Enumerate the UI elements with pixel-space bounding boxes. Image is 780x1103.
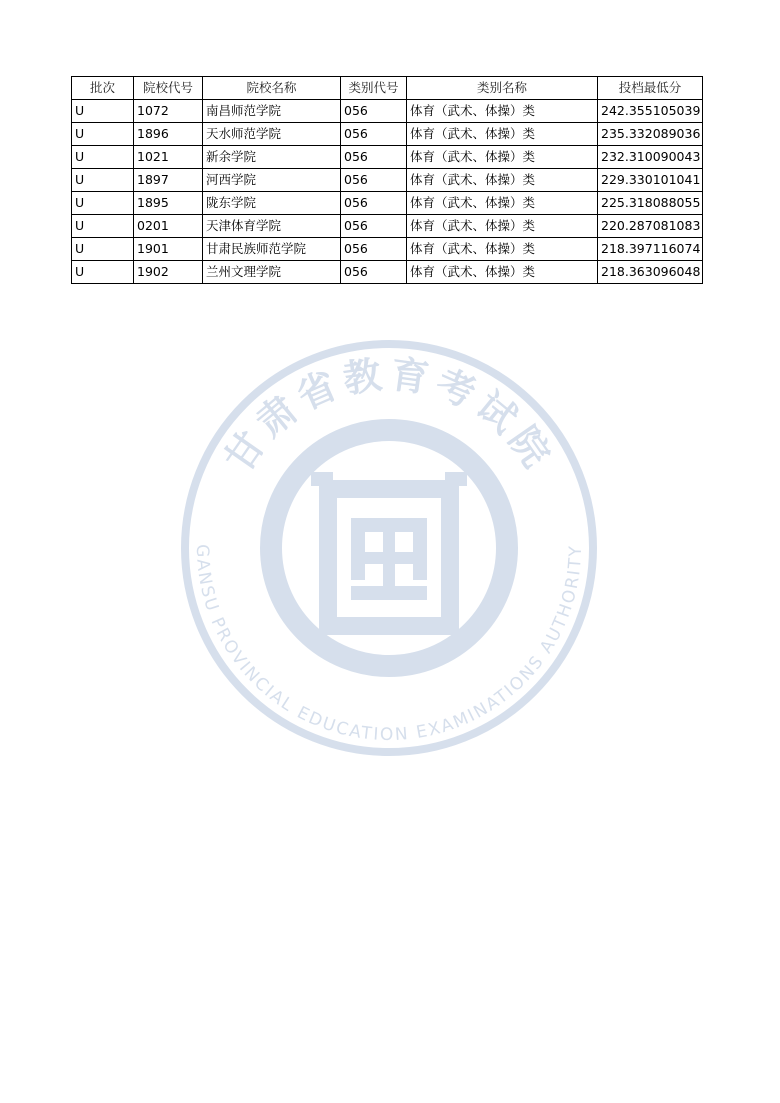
seal-english-text: GANSU PROVINCIAL EDUCATION EXAMINATIONS AUTHORITY [191,543,587,746]
cell-category-name: 体育（武术、体操）类 [407,261,598,284]
cell-school-name: 天津体育学院 [203,215,341,238]
table-row [72,192,703,215]
cell-school-name: 河西学院 [203,169,341,192]
table-row [72,100,703,123]
cell-category-name: 体育（武术、体操）类 [407,169,598,192]
admission-score-table [71,76,703,284]
header-category-name: 类别名称 [407,77,598,100]
table-row [72,215,703,238]
cell-category-code: 056 [341,238,407,261]
table-row [72,146,703,169]
cell-batch: U [72,261,134,284]
cell-school-code: 1895 [134,192,203,215]
cell-batch: U [72,146,134,169]
cell-category-code: 056 [341,100,407,123]
cell-school-code: 1897 [134,169,203,192]
seal-chinese-text: 甘肃省教育考试院 [216,351,562,480]
cell-batch: U [72,192,134,215]
cell-school-name: 甘肃民族师范学院 [203,238,341,261]
cell-min-score: 232.310090043 [598,146,703,169]
authority-seal-watermark [171,330,607,766]
cell-min-score: 235.332089036 [598,123,703,146]
cell-school-code: 1021 [134,146,203,169]
table-row [72,169,703,192]
cell-category-code: 056 [341,169,407,192]
header-school-code: 院校代号 [134,77,203,100]
cell-category-code: 056 [341,261,407,284]
cell-school-code: 1072 [134,100,203,123]
cell-category-code: 056 [341,215,407,238]
cell-category-name: 体育（武术、体操）类 [407,100,598,123]
table-header-row [72,77,703,100]
cell-min-score: 229.330101041 [598,169,703,192]
cell-category-code: 056 [341,123,407,146]
cell-category-code: 056 [341,146,407,169]
cell-batch: U [72,169,134,192]
cell-min-score: 242.355105039 [598,100,703,123]
table-row [72,261,703,284]
cell-school-code: 0201 [134,215,203,238]
cell-batch: U [72,100,134,123]
header-school-name: 院校名称 [203,77,341,100]
header-category-code: 类别代号 [341,77,407,100]
cell-category-name: 体育（武术、体操）类 [407,192,598,215]
cell-school-name: 南昌师范学院 [203,100,341,123]
cell-min-score: 218.363096048 [598,261,703,284]
cell-category-name: 体育（武术、体操）类 [407,123,598,146]
cell-category-name: 体育（武术、体操）类 [407,146,598,169]
cell-school-code: 1901 [134,238,203,261]
cell-min-score: 225.318088055 [598,192,703,215]
cell-category-code: 056 [341,192,407,215]
emblem-icon [311,472,467,635]
cell-category-name: 体育（武术、体操）类 [407,215,598,238]
cell-school-name: 兰州文理学院 [203,261,341,284]
cell-min-score: 218.397116074 [598,238,703,261]
cell-school-name: 新余学院 [203,146,341,169]
cell-school-name: 天水师范学院 [203,123,341,146]
cell-category-name: 体育（武术、体操）类 [407,238,598,261]
header-min-score: 投档最低分 [598,77,703,100]
cell-batch: U [72,123,134,146]
cell-min-score: 220.287081083 [598,215,703,238]
table-row [72,123,703,146]
cell-school-name: 陇东学院 [203,192,341,215]
table-row [72,238,703,261]
header-batch: 批次 [72,77,134,100]
cell-batch: U [72,238,134,261]
cell-school-code: 1902 [134,261,203,284]
cell-school-code: 1896 [134,123,203,146]
cell-batch: U [72,215,134,238]
